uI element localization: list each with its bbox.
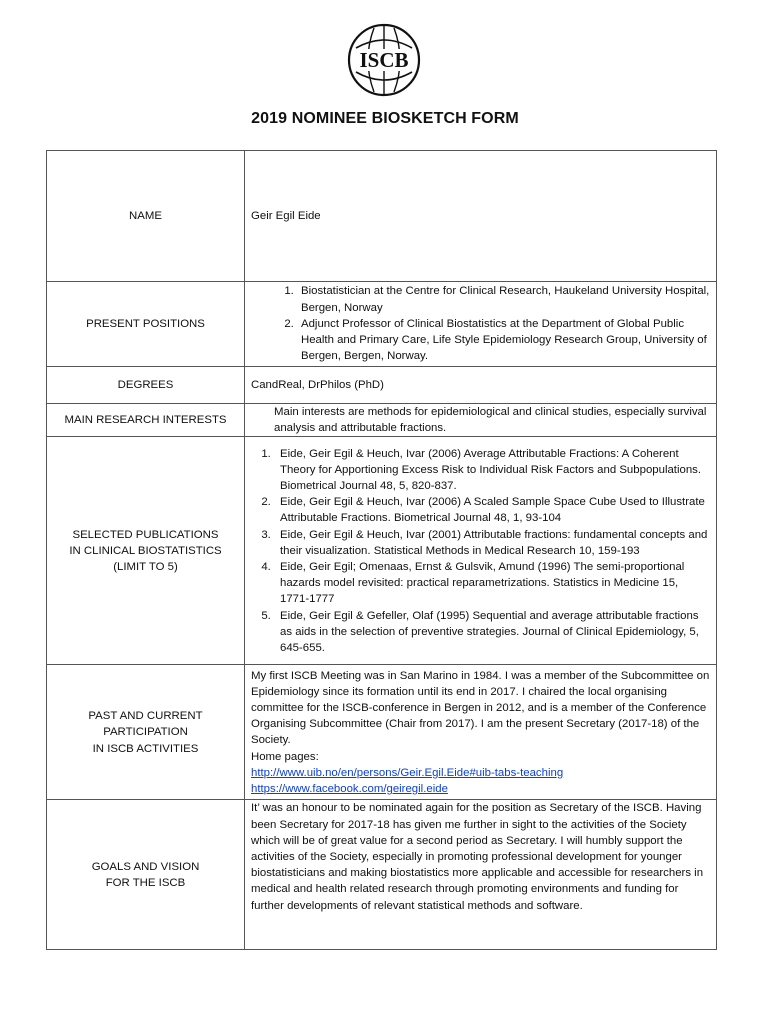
table-row: [47, 437, 717, 665]
table-row: [47, 367, 717, 404]
facebook-link[interactable]: https://www.facebook.com/geiregil.eide: [251, 783, 448, 796]
interests-value: Main interests are methods for epidemiological and clinical studies, especially survival analysis and attributable fractions.: [274, 406, 707, 435]
goals-label: GOALS AND VISION FOR THE ISCB: [47, 800, 245, 950]
publications-value: [245, 437, 717, 665]
publications-list: [251, 446, 710, 657]
table-row: [47, 282, 717, 367]
list-item: 1. Eide, Geir Egil & Heuch, Ivar (2006) Average Attributable Fractions: A Coherent Theory for Apportioning Excess Risk to Individual Risk Factors and Subpopulations. Biometrical Journal 48, 5, 820-837.: [274, 446, 710, 495]
list-item: 2. Eide, Geir Egil & Heuch, Ivar (2006) A Scaled Sample Space Cube Used to Illustrate Attributable Fractions. Biometrical Journal 48, 1, 93-104: [274, 494, 710, 526]
biosketch-table: [46, 150, 717, 950]
uib-profile-link[interactable]: http://www.uib.no/en/persons/Geir.Egil.Eide#uib-tabs-teaching: [251, 766, 564, 779]
table-row: [47, 151, 717, 282]
interests-label: MAIN RESEARCH INTERESTS: [47, 404, 245, 437]
form-title: 2019 NOMINEE BIOSKETCH FORM: [251, 110, 519, 127]
name-label: NAME: [47, 151, 245, 282]
degrees-label: DEGREES: [47, 367, 245, 404]
publications-label: SELECTED PUBLICATIONS IN CLINICAL BIOSTATISTICS (LIMIT TO 5): [47, 437, 245, 665]
list-item: 5. Eide, Geir Egil & Gefeller, Olaf (1995) Sequential and average attributable fractions as aids in the selection of preventive strategies. Journal of Clinical Epidemiology, 5, 645-655.: [274, 608, 710, 657]
list-item: 3. Eide, Geir Egil & Heuch, Ivar (2001) Attributable fractions: fundamental concepts and their visualization. Statistical Methods in Medical Research 10, 159-193: [274, 527, 710, 559]
list-item: 4. Eide, Geir Egil; Omenaas, Ernst & Gulsvik, Amund (1996) The semi-proportional hazards model revisited: practical reparametrizations. Statistics in Medicine 15, 1771-1777: [274, 559, 710, 608]
iscb-logo: [346, 22, 422, 98]
list-item: 1. Biostatistician at the Centre for Clinical Research, Haukeland University Hospital, Bergen, Norway: [297, 283, 710, 315]
participation-label: PAST AND CURRENT PARTICIPATION IN ISCB ACTIVITIES: [47, 665, 245, 800]
participation-text: My first ISCB Meeting was in San Marino in 1984. I was a member of the Subcommittee on Epidemiology since its formation until its end in 2017. I chaired the local organising committee for the ISCB-conference in Bergen in 2012, and is a member of the Conference Organising Subcommittee (Chair from 2017). I am the present Secretary (2017-18) of the Society.: [251, 669, 710, 747]
home-pages-label: Home pages:: [251, 750, 319, 763]
table-row: [47, 665, 717, 800]
positions-label: PRESENT POSITIONS: [47, 282, 245, 367]
goals-value: It’ was an honour to be nominated again for the position as Secretary of the ISCB. Having been Secretary for 2017-18 has given me further in sight to the activities of the Society which will be of great value for a second period as Secretary. I will humbly support the activities of the Society, especially in promoting professional development for younger biostatisticians and making biostatistics more applicable and accessible for researchers in medical and health related research through promoting environments and funding for further developments of relevant statistical methods and software.: [245, 800, 717, 950]
degrees-value: CandReal, DrPhilos (PhD): [245, 367, 717, 404]
positions-list: [251, 283, 710, 364]
table-row: [47, 404, 717, 437]
participation-value: [245, 665, 717, 800]
positions-value: [245, 282, 717, 367]
logo-text: ISCB: [359, 48, 409, 72]
name-value: Geir Egil Eide: [245, 151, 717, 282]
table-row: [47, 800, 717, 950]
list-item: 2. Adjunct Professor of Clinical Biostatistics at the Department of Global Public Health and Primary Care, Life Style Epidemiology Research Group, University of Bergen, Bergen, Norway.: [297, 316, 710, 365]
